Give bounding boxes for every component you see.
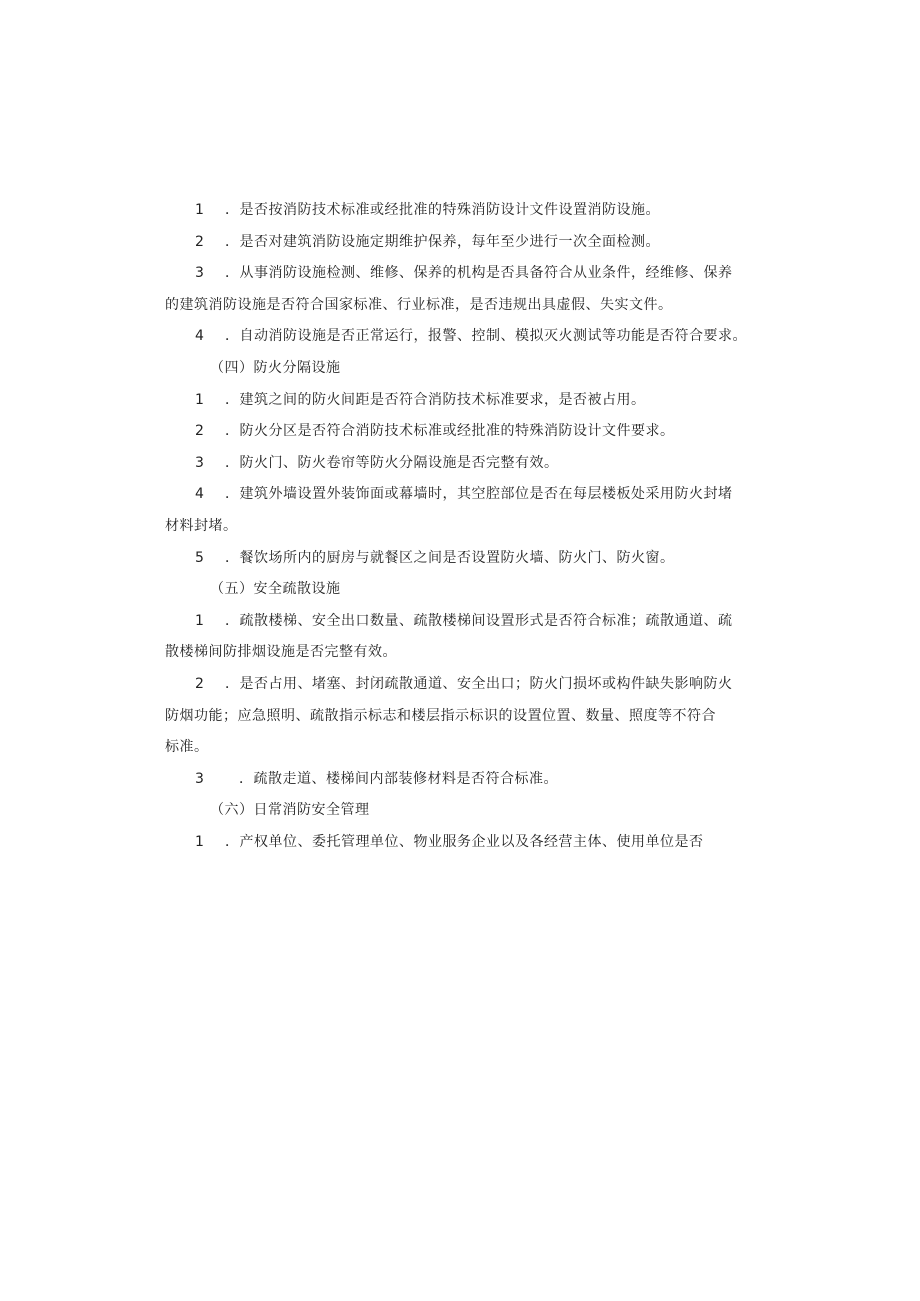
document-body [165, 195, 770, 858]
item-text: ．建筑之间的防火间距是否符合消防技术标准要求，是否被占用。 [225, 391, 646, 408]
item-line [165, 416, 770, 448]
item-line [165, 258, 770, 290]
item-number: 4 [195, 328, 205, 345]
item-number: 3 [195, 265, 205, 282]
item-line [165, 764, 770, 796]
section-heading-text: （四）防火分隔设施 [210, 359, 341, 376]
item-text: 标准。 [165, 739, 209, 756]
item-number: 3 [195, 770, 205, 787]
item-text: ．产权单位、委托管理单位、物业服务企业以及各经营主体、使用单位是否 [225, 833, 704, 850]
item-line [165, 448, 770, 480]
item-number: 2 [195, 423, 205, 440]
item-text: ．自动消防设施是否正常运行，报警、控制、模拟灭火测试等功能是否符合要求。 [225, 328, 747, 345]
item-text: 散楼梯间防排烟设施是否完整有效。 [165, 644, 397, 661]
section-heading [165, 795, 770, 827]
continuation-line [165, 732, 770, 764]
item-text: ．疏散走道、楼梯间内部装修材料是否符合标准。 [239, 770, 558, 787]
item-line [165, 385, 770, 417]
item-line [165, 827, 770, 859]
item-number: 3 [195, 454, 205, 471]
item-text: ．餐饮场所内的厨房与就餐区之间是否设置防火墙、防火门、防火窗。 [225, 549, 675, 566]
item-number: 2 [195, 675, 205, 692]
continuation-line [165, 637, 770, 669]
item-text: 的建筑消防设施是否符合国家标准、行业标准，是否违规出具虚假、失实文件。 [165, 296, 673, 313]
section-heading [165, 353, 770, 385]
item-text: 防烟功能；应急照明、疏散指示标志和楼层指示标识的设置位置、数量、照度等不符合 [165, 707, 716, 724]
item-text: ．防火分区是否符合消防技术标准或经批准的特殊消防设计文件要求。 [225, 423, 675, 440]
section-heading-text: （六）日常消防安全管理 [210, 802, 370, 819]
item-text: ．是否对建筑消防设施定期维护保养，每年至少进行一次全面检测。 [225, 233, 660, 250]
item-text: 材料封堵。 [165, 517, 238, 534]
item-number: 1 [195, 833, 205, 850]
section-heading [165, 574, 770, 606]
item-line [165, 479, 770, 511]
item-text: ．建筑外墙设置外装饰面或幕墙时，其空腔部位是否在每层楼板处采用防火封堵 [225, 486, 733, 503]
item-number: 2 [195, 233, 205, 250]
item-text: ．防火门、防火卷帘等防火分隔设施是否完整有效。 [225, 454, 559, 471]
item-line [165, 321, 770, 353]
item-line [165, 606, 770, 638]
item-number: 1 [195, 202, 205, 218]
item-text: ．从事消防设施检测、维修、保养的机构是否具备符合从业条件，经维修、保养 [225, 265, 733, 282]
continuation-line [165, 511, 770, 543]
item-line [165, 227, 770, 259]
item-number: 4 [195, 486, 205, 503]
item-text: ．是否占用、堵塞、封闭疏散通道、安全出口；防火门损坏或构件缺失影响防火 [225, 675, 733, 692]
item-number: 1 [195, 612, 205, 629]
item-number: 1 [195, 391, 205, 408]
item-text: ．疏散楼梯、安全出口数量、疏散楼梯间设置形式是否符合标准；疏散通道、疏 [225, 612, 733, 629]
item-text: ．是否按消防技术标准或经批准的特殊消防设计文件设置消防设施。 [225, 202, 660, 218]
continuation-line [165, 701, 770, 733]
item-line [165, 543, 770, 575]
section-heading-text: （五）安全疏散设施 [210, 581, 341, 598]
item-number: 5 [195, 549, 205, 566]
item-line [165, 669, 770, 701]
item-line [165, 195, 770, 227]
continuation-line [165, 290, 770, 322]
